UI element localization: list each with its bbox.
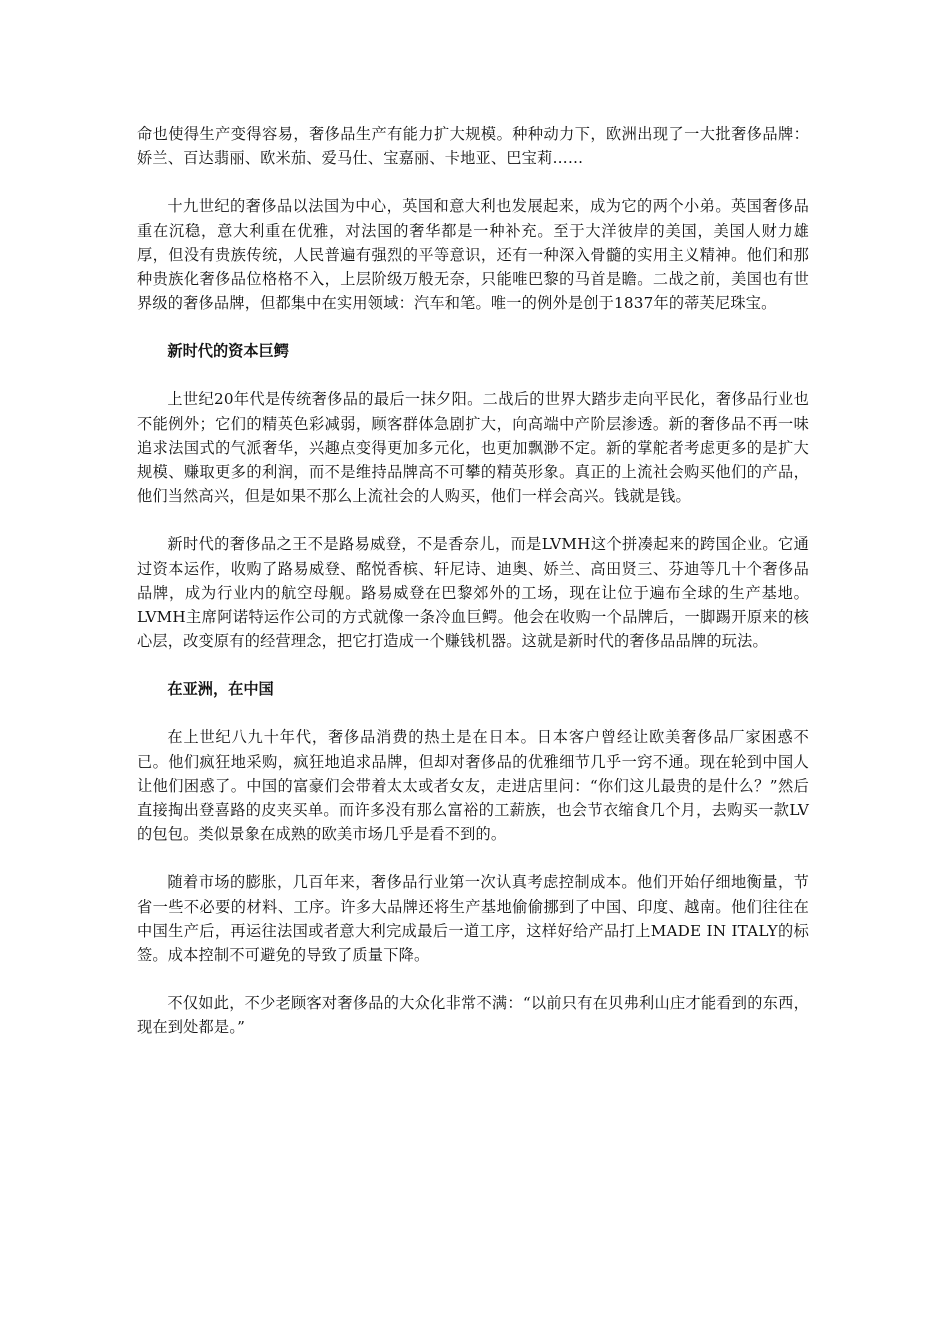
- paragraph-cost-control: 随着市场的膨胀，几百年来，奢侈品行业第一次认真考虑控制成本。他们开始仔细地衡量，节省一些不必要的材料、工序。许多大品牌还将生产基地偷偷挪到了中国、印度、越南。他们往往在中国生产后，再运往法国或者意大利完成最后一道工序，这样好给产品打上MADE IN ITALY的标签。成本控制不可避免的导致了质量下降。: [137, 873, 809, 965]
- section-heading-capital-crocodile: 新时代的资本巨鳄: [167, 342, 289, 361]
- document-page: [137, 122, 809, 1064]
- paragraph-continuation: 命也使得生产变得容易，奢侈品生产有能力扩大规模。种种动力下，欧洲出现了一大批奢侈品牌：娇兰、百达翡丽、欧米茄、爱马仕、宝嘉丽、卡地亚、巴宝莉……: [137, 125, 809, 168]
- paragraph-1920s: 上世纪20年代是传统奢侈品的最后一抹夕阳。二战后的世界大踏步走向平民化，奢侈品行业也不能例外；它们的精英色彩减弱，顾客群体急剧扩大，向高端中产阶层渗透。新的奢侈品不再一味追求法国式的气派奢华，兴趣点变得更加多元化，也更加飘渺不定。新的掌舵者考虑更多的是扩大规模、赚取更多的利润，而不是维持品牌高不可攀的精英形象。真正的上流社会购买他们的产品，他们当然高兴，但是如果不那么上流社会的人购买，他们一样会高兴。钱就是钱。: [137, 390, 809, 506]
- paragraph-19th-century: 十九世纪的奢侈品以法国为中心，英国和意大利也发展起来，成为它的两个小弟。英国奢侈品重在沉稳，意大利重在优雅，对法国的奢华都是一种补充。至于大洋彼岸的美国，美国人财力雄厚，但没有贵族传统，人民普遍有强烈的平等意识，还有一种深入骨髓的实用主义精神。他们和那种贵族化奢侈品位格格不入，上层阶级万般无奈，只能唯巴黎的马首是瞻。二战之前，美国也有世界级的奢侈品牌，但都集中在实用领域：汽车和笔。唯一的例外是创于1837年的蒂芙尼珠宝。: [137, 197, 809, 313]
- paragraph-lvmh: 新时代的奢侈品之王不是路易威登，不是香奈儿，而是LVMH这个拼凑起来的跨国企业。它通过资本运作，收购了路易威登、酩悦香槟、轩尼诗、迪奥、娇兰、高田贤三、芬迪等几十个奢侈品品牌，成为行业内的航空母舰。路易威登在巴黎郊外的工场，现在让位于遍布全球的生产基地。LVMH主席阿诺特运作公司的方式就像一条冷血巨鳄。他会在收购一个品牌后，一脚踢开原来的核心层，改变原有的经营理念，把它打造成一个赚钱机器。这就是新时代的奢侈品品牌的玩法。: [137, 535, 809, 651]
- paragraph-old-customers: 不仅如此，不少老顾客对奢侈品的大众化非常不满：“以前只有在贝弗利山庄才能看到的东西，现在到处都是。”: [137, 994, 809, 1037]
- paragraph-japan-china: 在上世纪八九十年代，奢侈品消费的热土是在日本。日本客户曾经让欧美奢侈品厂家困惑不已。他们疯狂地采购，疯狂地追求品牌，但却对奢侈品的优雅细节几乎一窍不通。现在轮到中国人让他们困惑了。中国的富豪们会带着太太或者女友，走进店里问：“你们这儿最贵的是什么？”然后直接掏出登喜路的皮夹买单。而许多没有那么富裕的工薪族，也会节衣缩食几个月，去购买一款LV的包包。类似景象在成熟的欧美市场几乎是看不到的。: [137, 728, 809, 844]
- section-heading-asia-china: 在亚洲，在中国: [167, 680, 274, 699]
